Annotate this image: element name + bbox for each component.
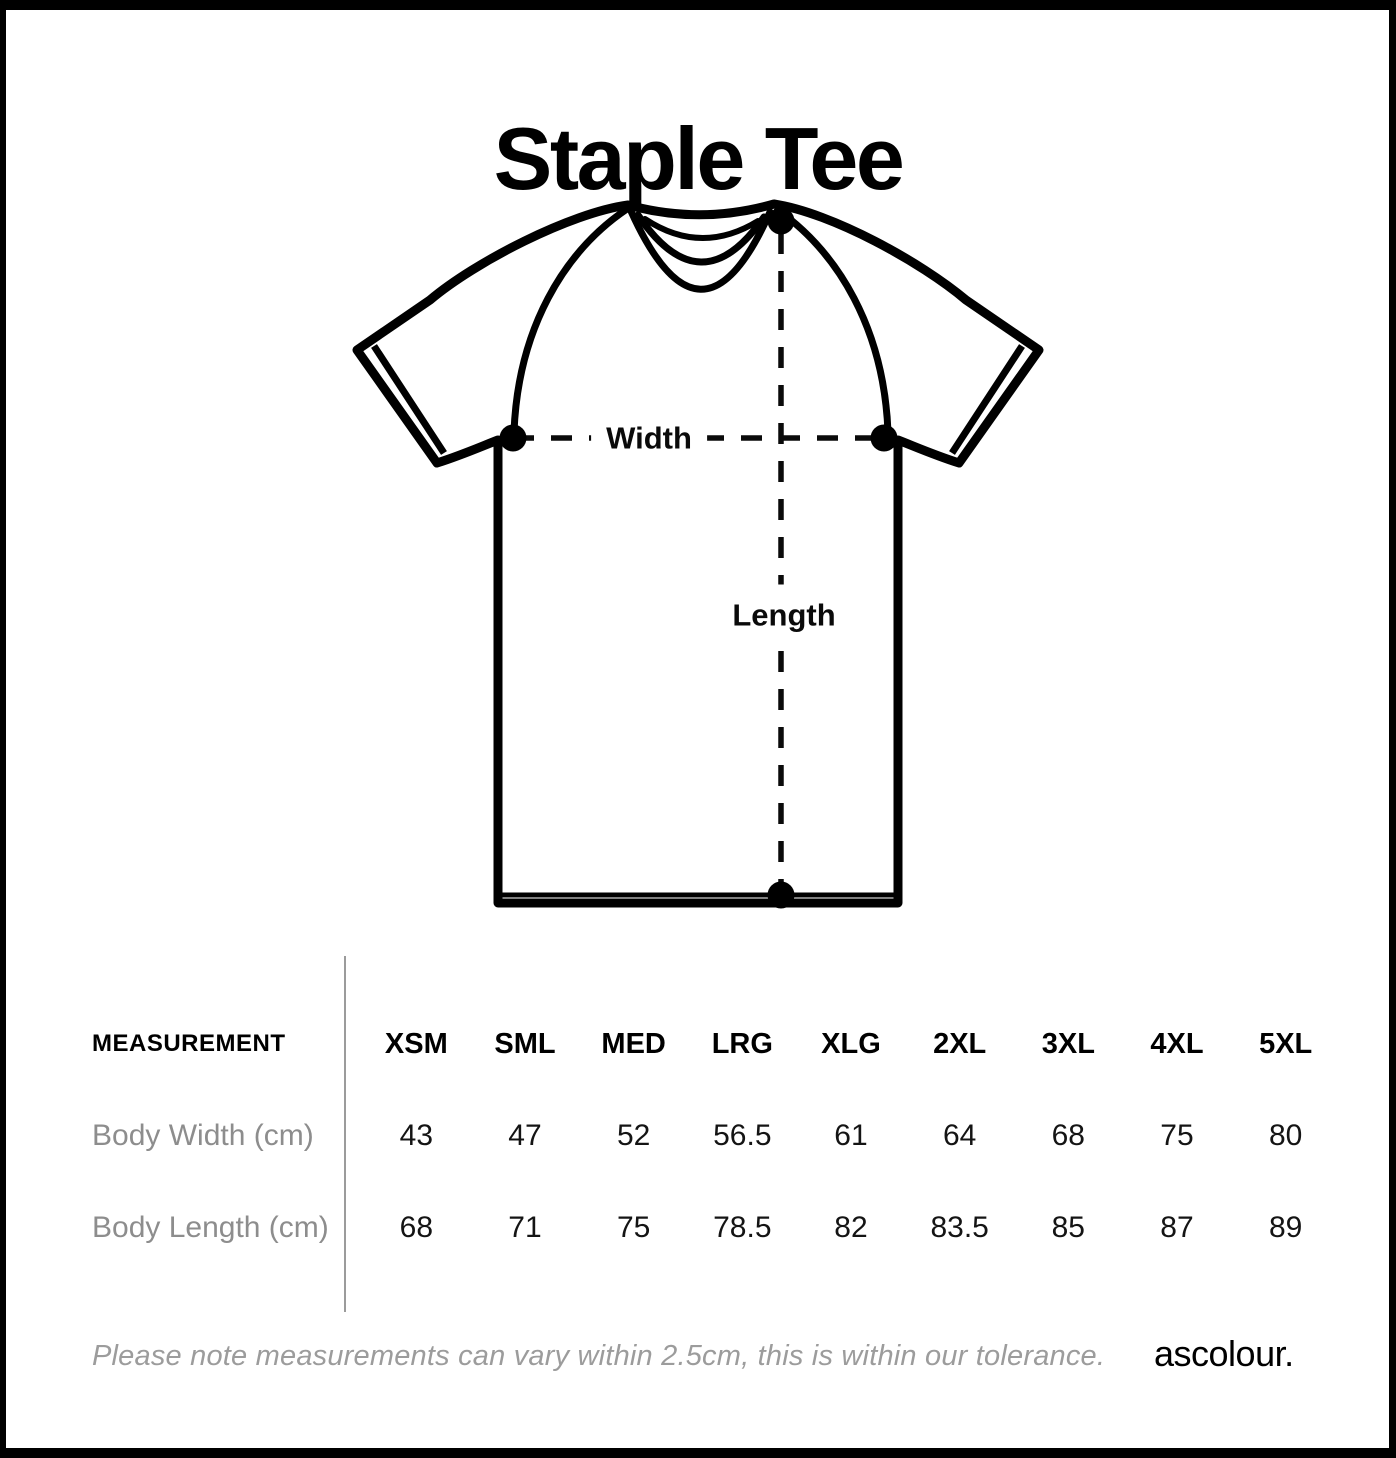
length-label: Length: [728, 585, 839, 646]
size-header-4xl: 4XL: [1150, 1027, 1204, 1060]
row-label: Body Width (cm): [92, 1119, 314, 1152]
value-cell: 71: [508, 1211, 542, 1244]
value-cell: 80: [1268, 1119, 1303, 1152]
size-header-sml: SML: [494, 1027, 556, 1060]
value-cell: 68: [399, 1211, 434, 1244]
table-header-row: [92, 1022, 1340, 1066]
value-cell: 82: [834, 1211, 868, 1244]
shoulder-dot: [768, 208, 795, 235]
value-cell: 75: [1160, 1119, 1194, 1152]
value-cell: 64: [942, 1119, 977, 1152]
size-header-2xl: 2XL: [933, 1027, 987, 1060]
size-header-lrg: LRG: [711, 1027, 773, 1060]
brand-logo: ascolour.: [1154, 1333, 1294, 1374]
hem-dot: [768, 882, 795, 909]
left-armpit-dot: [500, 425, 527, 452]
value-cell: 78.5: [713, 1211, 772, 1244]
table-row-body-length: [92, 1206, 1340, 1250]
row-label: Body Length (cm): [92, 1211, 329, 1244]
value-cell: 89: [1268, 1211, 1303, 1244]
table-row-body-width: [92, 1114, 1340, 1158]
value-cell: 61: [834, 1119, 868, 1152]
value-cell: 75: [616, 1211, 651, 1244]
tshirt-outline: [357, 204, 1039, 903]
note-text: Please note measurements can vary within 2.5cm, this is within our tolerance.: [92, 1340, 1106, 1372]
value-cell: 87: [1160, 1211, 1194, 1244]
value-cell: 85: [1051, 1211, 1085, 1244]
value-cell: 52: [616, 1119, 651, 1152]
right-armpit-dot: [871, 425, 898, 452]
value-cell: 47: [508, 1119, 542, 1152]
value-cell: 83.5: [930, 1211, 989, 1244]
size-header-xlg: XLG: [821, 1027, 881, 1060]
value-cell: 68: [1051, 1119, 1085, 1152]
size-header-med: MED: [601, 1027, 666, 1060]
value-cell: 43: [399, 1119, 434, 1152]
width-label: Width: [591, 415, 707, 462]
size-header-3xl: 3XL: [1041, 1027, 1095, 1060]
value-cell: 56.5: [713, 1119, 772, 1152]
measurement-header: MEASUREMENT: [92, 1030, 286, 1057]
page-title: Staple Tee: [493, 108, 903, 208]
size-header-xsm: XSM: [384, 1027, 448, 1060]
size-header-5xl: 5XL: [1259, 1027, 1313, 1060]
